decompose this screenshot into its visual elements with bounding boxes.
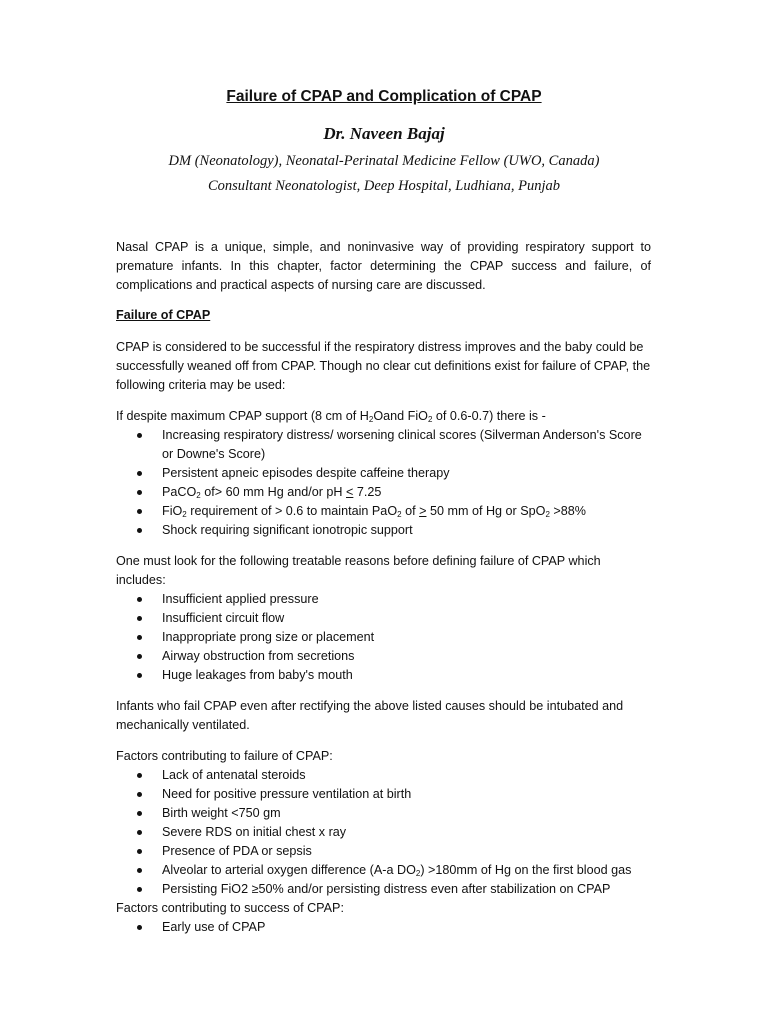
list-item: Insufficient circuit flow <box>116 609 651 628</box>
list-item: Need for positive pressure ventilation at birth <box>116 785 651 804</box>
list-item: Birth weight <750 gm <box>116 804 651 823</box>
main-content <box>116 338 651 937</box>
bullet-icon <box>137 635 142 640</box>
bullet-icon <box>137 471 142 476</box>
success-paragraph: CPAP is considered to be successful if the respiratory distress improves and the baby could be successfully weaned off from CPAP. Though no clear cut definitions exist for failure of CPAP, the following criteria may be used: <box>116 340 651 392</box>
bullet-icon <box>137 654 142 659</box>
factors-success-list <box>116 918 651 937</box>
list-item: Severe RDS on initial chest x ray <box>116 823 651 842</box>
list-item: Persisting FiO2 ≥50% and/or persisting distress even after stabilization on CPAP <box>116 880 651 899</box>
factors-failure-list <box>116 766 651 899</box>
factors-success-heading: Factors contributing to success of CPAP: <box>116 901 344 915</box>
author-name: Dr. Naveen Bajaj <box>323 124 445 143</box>
document-title: Failure of CPAP and Complication of CPAP <box>226 88 542 105</box>
list-item: PaCO$_2$ of> 60 mm Hg and/or pH < 7.25 <box>116 483 651 502</box>
bullet-icon <box>137 830 142 835</box>
list-item: Lack of antenatal steroids <box>116 766 651 785</box>
bullet-icon <box>137 528 142 533</box>
bullet-icon <box>137 887 142 892</box>
author-affiliation: Consultant Neonatologist, Deep Hospital, Ludhiana, Punjab <box>207 178 561 194</box>
bullet-icon <box>137 616 142 621</box>
intubate-paragraph: Infants who fail CPAP even after rectifying the above listed causes should be intubated and mechanically ventilated. <box>116 699 624 732</box>
factors-failure-heading: Factors contributing to failure of CPAP: <box>116 749 333 763</box>
criteria-list <box>116 426 651 540</box>
bullet-icon <box>137 811 142 816</box>
list-item: Huge leakages from baby's mouth <box>116 666 651 685</box>
list-item: Shock requiring significant ionotropic support <box>116 521 651 540</box>
bullet-icon <box>137 509 142 514</box>
bullet-icon <box>137 868 142 873</box>
list-item: Inappropriate prong size or placement <box>116 628 651 647</box>
list-item: Airway obstruction from secretions <box>116 647 651 666</box>
list-item: Insufficient applied pressure <box>116 590 651 609</box>
bullet-icon <box>137 597 142 602</box>
section-heading: Failure of CPAP <box>116 308 211 322</box>
bullet-icon <box>137 849 142 854</box>
treatable-paragraph: One must look for the following treatable reasons before defining failure of CPAP which includes: <box>116 554 601 587</box>
list-item: Presence of PDA or sepsis <box>116 842 651 861</box>
criteria-intro: If despite maximum CPAP support (8 cm of $H_2Oand$ FiO$_2$ of 0.6-0.7) there is - <box>116 409 546 424</box>
bullet-icon <box>137 490 142 495</box>
list-item: FiO$_2$ requirement of > 0.6 to maintain PaO$_2$ of > 50 mm of Hg or SpO$_2$ >88% <box>116 502 651 521</box>
bullet-icon <box>137 433 142 438</box>
list-item: Alveolar to arterial oxygen difference (A-a $DO_2) >180mm$ of Hg on the first blood gas <box>116 861 651 880</box>
intro-paragraph: Nasal CPAP is a unique, simple, and noninvasive way of providing respiratory support to premature infants. In this chapter, factor determining the CPAP success and failure, of complications and practical aspects of nursing care are discussed. <box>116 240 651 292</box>
bullet-icon <box>137 773 142 778</box>
treatable-list <box>116 590 651 685</box>
list-item: Persistent apneic episodes despite caffeine therapy <box>116 464 651 483</box>
list-item: Increasing respiratory distress/ worsening clinical scores (Silverman Anderson's Score or Downe's Score) <box>116 426 651 464</box>
list-item: Early use of CPAP <box>116 918 651 937</box>
bullet-icon <box>137 673 142 678</box>
bullet-icon <box>137 925 142 930</box>
author-affiliation: DM (Neonatology), Neonatal-Perinatal Medicine Fellow (UWO, Canada) <box>168 153 600 169</box>
bullet-icon <box>137 792 142 797</box>
